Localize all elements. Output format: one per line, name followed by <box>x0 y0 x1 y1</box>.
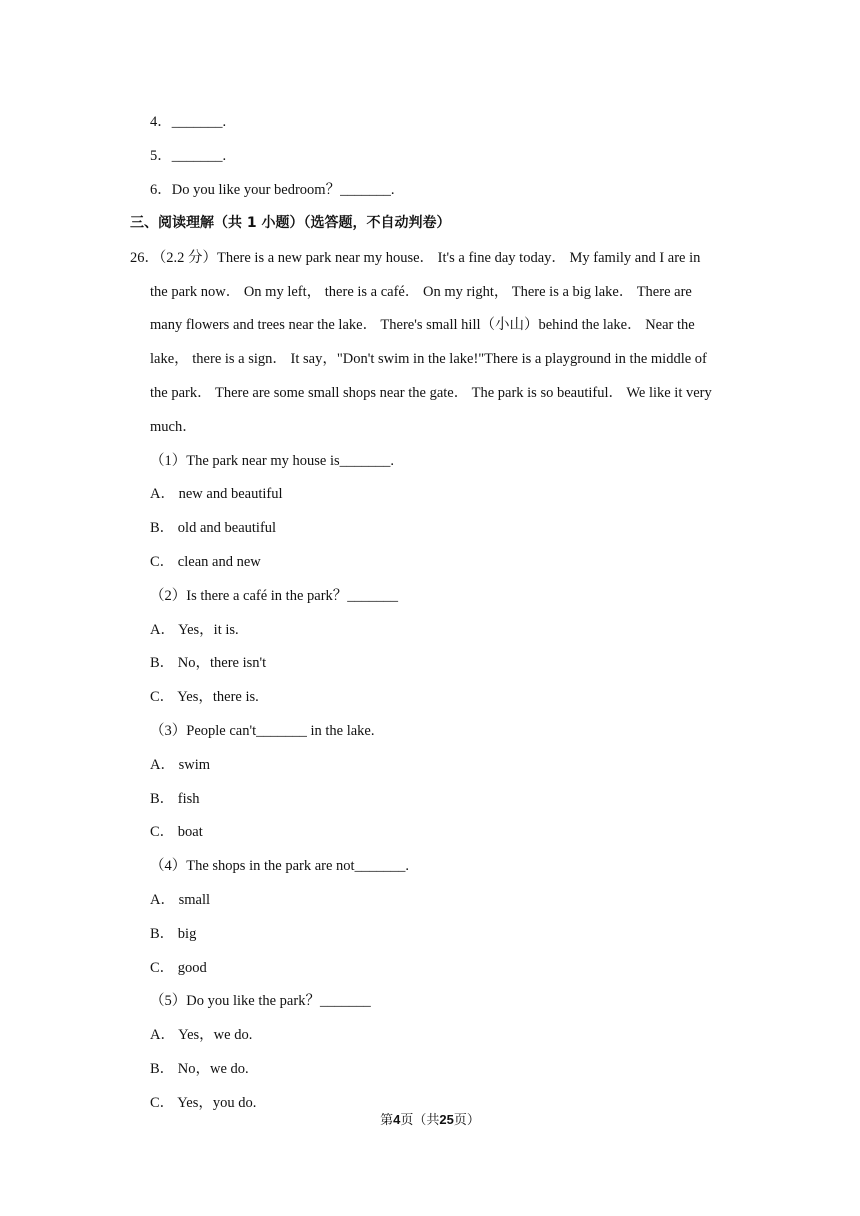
page-footer <box>0 1112 860 1128</box>
option-letter: A． <box>150 892 175 908</box>
option-1c <box>150 553 261 571</box>
option-letter: B． <box>150 926 175 942</box>
question-stem-5: （5）Do you like the park？_______ <box>150 993 371 1009</box>
option-text: Yes，you do. <box>177 1095 257 1111</box>
option-3b <box>150 790 200 808</box>
question-stem-3: （3）People can't_______ in the lake. <box>150 723 375 739</box>
option-letter: A． <box>150 757 175 773</box>
question-stem-2: （2）Is there a café in the park？_______ <box>150 588 399 604</box>
option-letter: C． <box>150 960 175 976</box>
option-text: boat <box>177 824 203 840</box>
option-1a <box>150 485 283 503</box>
option-letter: A． <box>150 486 175 502</box>
option-text: fish <box>177 791 200 807</box>
footer-middle: 页（共 <box>400 1112 440 1127</box>
option-text: clean and new <box>177 554 261 570</box>
option-letter: A． <box>150 1027 175 1043</box>
option-letter: B． <box>150 520 175 536</box>
option-letter: C． <box>150 1095 175 1111</box>
option-letter: B． <box>150 655 175 671</box>
option-2c <box>150 688 259 706</box>
option-text: swim <box>178 757 211 773</box>
option-4a <box>150 891 210 909</box>
page-number: 4 <box>393 1112 401 1127</box>
option-text: No，we do. <box>177 1061 249 1077</box>
option-text: No，there isn't <box>177 655 267 671</box>
option-2b <box>150 654 266 672</box>
option-text: old and beautiful <box>177 520 277 536</box>
passage-intro: 26．（2.2 分）There is a new park near my house． It's a fine day today． My family and I are in <box>130 250 701 266</box>
passage-line: the park． There are some small shops near the gate． The park is so beautiful． We like it very <box>150 385 712 401</box>
question-stem-1: （1）The park near my house is_______. <box>150 453 395 469</box>
option-2a <box>150 621 239 639</box>
option-letter: A． <box>150 622 175 638</box>
question-5: 5．_______. <box>150 148 227 164</box>
option-5a <box>150 1026 252 1044</box>
question-stem-4: （4）The shops in the park are not_______. <box>150 858 409 874</box>
question-4: 4．_______. <box>150 114 227 130</box>
option-3a <box>150 756 210 774</box>
option-text: small <box>178 892 211 908</box>
passage-line: much． <box>150 419 197 435</box>
question-6: 6．Do you like your bedroom？_______. <box>150 182 395 198</box>
option-text: big <box>177 926 197 942</box>
option-4c <box>150 959 207 977</box>
passage-line: lake， there is a sign． It say，"Don't swim in the lake!"There is a playground in the middle of <box>150 351 707 367</box>
footer-prefix: 第 <box>380 1112 394 1127</box>
passage-line: the park now． On my left， there is a café． On my right， There is a big lake． There are <box>150 284 692 300</box>
passage-line: many flowers and trees near the lake． There's small hill（小山）behind the lake． Near the <box>150 317 695 333</box>
section-heading: 三、阅读理解（共 1 小题）（选答题，不自动判卷） <box>130 215 451 231</box>
footer-suffix: 页） <box>453 1112 480 1127</box>
option-4b <box>150 925 196 943</box>
option-1b <box>150 519 276 537</box>
total-pages: 25 <box>439 1112 454 1127</box>
option-text: good <box>177 960 207 976</box>
option-letter: B． <box>150 1061 175 1077</box>
option-3c <box>150 823 203 841</box>
option-text: Yes，we do. <box>178 1027 253 1043</box>
option-text: new and beautiful <box>178 486 283 502</box>
option-text: Yes，there is. <box>177 689 259 705</box>
option-text: Yes，it is. <box>178 622 239 638</box>
option-letter: C． <box>150 554 175 570</box>
option-letter: B． <box>150 791 175 807</box>
option-letter: C． <box>150 689 175 705</box>
option-5b <box>150 1060 249 1078</box>
option-5c <box>150 1094 256 1112</box>
option-letter: C． <box>150 824 175 840</box>
